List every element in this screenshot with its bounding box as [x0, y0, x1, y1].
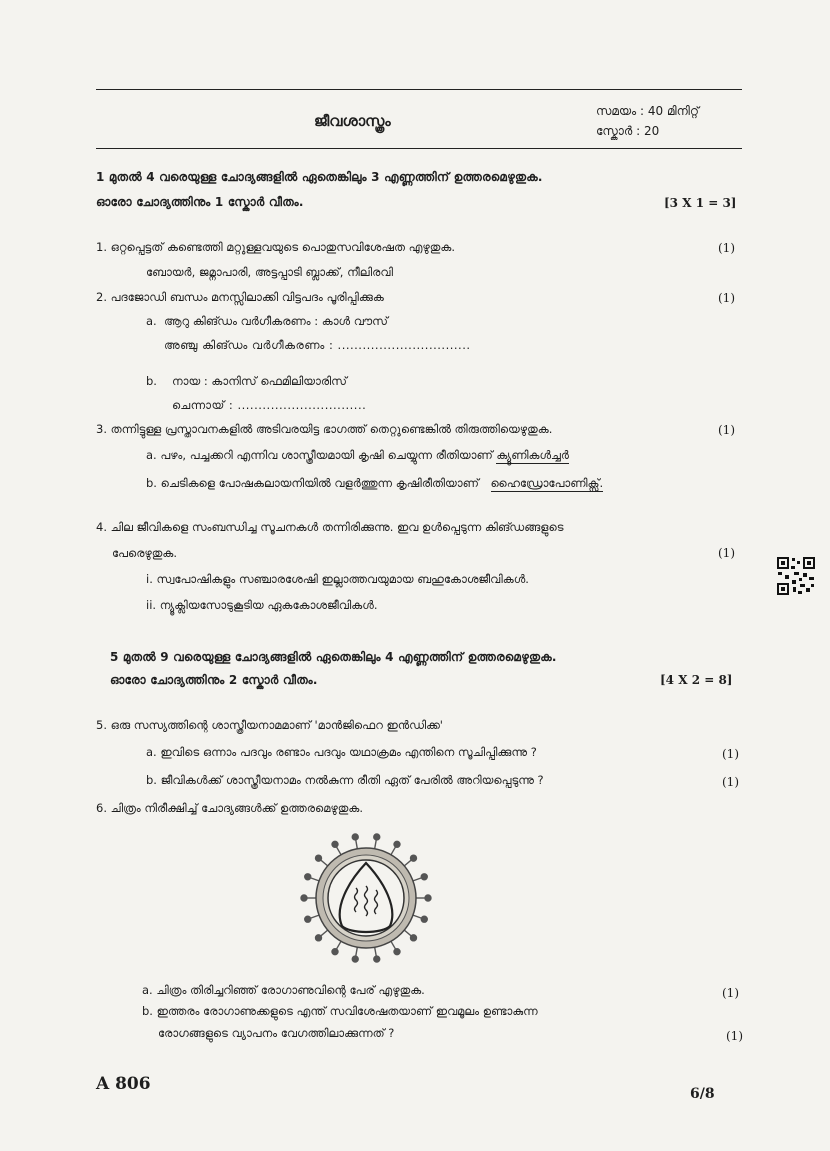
question-3-text: 3. തന്നിട്ടുള്ള പ്രസ്താവനകളിൽ അടിവരയിട്ട ഭാഗത്ത് തെറ്റുണ്ടെങ്കിൽ തിരുത്തിയെഴുതുക. — [96, 422, 553, 436]
virus-spike-head — [352, 956, 358, 962]
question-6-a: a. ചിത്രം തിരിച്ചറിഞ്ഞ് രോഗാണുവിന്റെ പേര് എഴുതുക. — [142, 983, 425, 997]
virus-spike-head — [316, 935, 322, 941]
virus-spike-head — [421, 874, 427, 880]
paper-code: A 806 — [96, 1074, 151, 1094]
question-3-b-text: b. ചെടികളെ പോഷകലായനിയിൽ വളർത്തുന്ന കൃഷിരീതിയാണ് — [146, 476, 479, 490]
question-2-b-label: b. — [146, 374, 157, 388]
question-1-score: (1) — [718, 241, 735, 255]
virus-spike-head — [316, 855, 322, 861]
question-4-text-line1: 4. ചില ജീവികളെ സംബന്ധിച്ച സൂചനകൾ തന്നിരിക്കുന്നു. ഇവ ഉൾപ്പെടുന്ന കിങ്ഡങ്ങളുടെ — [96, 520, 564, 534]
header-top-rule — [96, 89, 742, 90]
section2-instruction-line2: ഓരോ ചോദ്യത്തിനും 2 സ്കോർ വീതം. — [110, 673, 318, 687]
question-2-b-line1: നായ : കാനിസ് ഫെമിലിയാരിസ് — [172, 374, 347, 388]
question-5-text: 5. ഒരു സസ്യത്തിന്റെ ശാസ്ത്രീയനാമമാണ് 'മാൻജിഫെറ ഇൻഡിക്ക' — [96, 718, 443, 732]
virus-spike-head — [332, 841, 338, 847]
question-3-a-underlined: ക്യൂണികൾച്ചർ — [496, 448, 569, 462]
question-2-text: 2. പദജോഡി ബന്ധം മനസ്സിലാക്കി വിട്ടപദം പൂരിപ്പിക്കുക — [96, 290, 384, 304]
question-1-options: ബോയർ, ജമ്നാപാരി, അട്ടപ്പാടി ബ്ലാക്ക്, നീലിരവി — [146, 265, 393, 279]
virus-spike-head — [421, 916, 427, 922]
virus-spike-head — [305, 916, 311, 922]
question-5-a-score: (1) — [722, 747, 739, 761]
section1-instruction-line1: 1 മുതൽ 4 വരെയുള്ള ചോദ്യങ്ങളിൽ ഏതെങ്കിലും 3 എണ്ണത്തിന് ഉത്തരമെഴുതുക. — [96, 170, 543, 184]
virus-spike-head — [332, 949, 338, 955]
virus-spike-head — [352, 834, 358, 840]
question-3-score: (1) — [718, 423, 735, 437]
question-6-b-score: (1) — [726, 1029, 743, 1043]
virus-illustration — [298, 830, 434, 966]
section1-marks: [3 X 1 = 3] — [664, 196, 737, 210]
question-6-a-score: (1) — [722, 986, 739, 1000]
qr-code-icon — [776, 556, 816, 596]
page-number: 6/8 — [690, 1086, 715, 1102]
virus-spike-head — [301, 895, 307, 901]
question-5-b-score: (1) — [722, 775, 739, 789]
question-3-b-underlined: ഹൈഡ്രോപോണിക്സ്. — [490, 476, 604, 490]
question-3-a — [146, 448, 569, 463]
question-6-text: 6. ചിത്രം നിരീക്ഷിച്ച് ചോദ്യങ്ങൾക്ക് ഉത്തരമെഴുതുക. — [96, 801, 363, 815]
virus-spike-head — [374, 834, 380, 840]
question-4-score: (1) — [718, 546, 735, 560]
question-3-a-text: a. പഴം, പച്ചക്കറി എന്നിവ ശാസ്ത്രീയമായി കൃഷി ചെയ്യുന്ന രീതിയാണ് — [146, 448, 493, 462]
question-3-b — [146, 476, 603, 491]
virus-spike-head — [394, 949, 400, 955]
question-2-a-label: a. — [146, 314, 157, 328]
header-bottom-rule — [96, 148, 742, 149]
question-6-b-line1: b. ഇത്തരം രോഗാണുക്കളുടെ എന്ത് സവിശേഷതയാണ് ഇവമൂലം ഉണ്ടാകുന്ന — [142, 1004, 538, 1018]
question-2-b-line2: ചെന്നായ് : ............................... — [172, 398, 367, 412]
subject-title: ജീവശാസ്ത്രം — [314, 112, 391, 130]
virus-spike-head — [374, 956, 380, 962]
time-allowed: സമയം : 40 മിനിറ്റ് — [596, 104, 699, 118]
question-5-b: b. ജീവികൾക്ക് ശാസ്ത്രീയനാമം നൽകുന്ന രീതി ഏത് പേരിൽ അറിയപ്പെടുന്നു ? — [146, 773, 544, 787]
section2-marks: [4 X 2 = 8] — [660, 673, 733, 687]
question-4-text-line2: പേരെഴുതുക. — [112, 546, 178, 560]
question-6-b-line2: രോഗങ്ങളുടെ വ്യാപനം വേഗത്തിലാക്കുന്നത് ? — [158, 1026, 395, 1040]
question-1-text: 1. ഒറ്റപ്പെട്ടത് കണ്ടെത്തി മറ്റുള്ളവയുടെ പൊതുസവിശേഷത എഴുതുക. — [96, 240, 456, 254]
section1-instruction-line2: ഓരോ ചോദ്യത്തിനും 1 സ്കോർ വീതം. — [96, 195, 304, 209]
question-4-item-i: i. സ്വപോഷികളും സഞ്ചാരശേഷി ഇല്ലാത്തവയുമായ ബഹുകോശജീവികൾ. — [146, 572, 529, 586]
question-5-a: a. ഇവിടെ ഒന്നാം പദവും രണ്ടാം പദവും യഥാക്രമം എന്തിനെ സൂചിപ്പിക്കുന്നു ? — [146, 745, 537, 759]
total-score: സ്കോർ : 20 — [596, 124, 660, 138]
virus-spike-head — [410, 855, 416, 861]
question-2-a-line1: ആറു കിങ്ഡം വർഗീകരണം : കാൾ വൗസ് — [164, 314, 388, 328]
question-2-a-line2: അഞ്ചു കിങ്ഡം വർഗീകരണം : ................................ — [164, 338, 471, 352]
virus-spike-head — [305, 874, 311, 880]
section2-instruction-line1: 5 മുതൽ 9 വരെയുള്ള ചോദ്യങ്ങളിൽ ഏതെങ്കിലും 4 എണ്ണത്തിന് ഉത്തരമെഴുതുക. — [110, 650, 557, 664]
virus-spike-head — [410, 935, 416, 941]
question-4-item-ii: ii. ന്യൂക്ലിയസോടുകൂടിയ ഏകകോശജീവികൾ. — [146, 598, 378, 612]
virus-spike-head — [394, 841, 400, 847]
virus-spike-head — [425, 895, 431, 901]
question-2-score: (1) — [718, 291, 735, 305]
